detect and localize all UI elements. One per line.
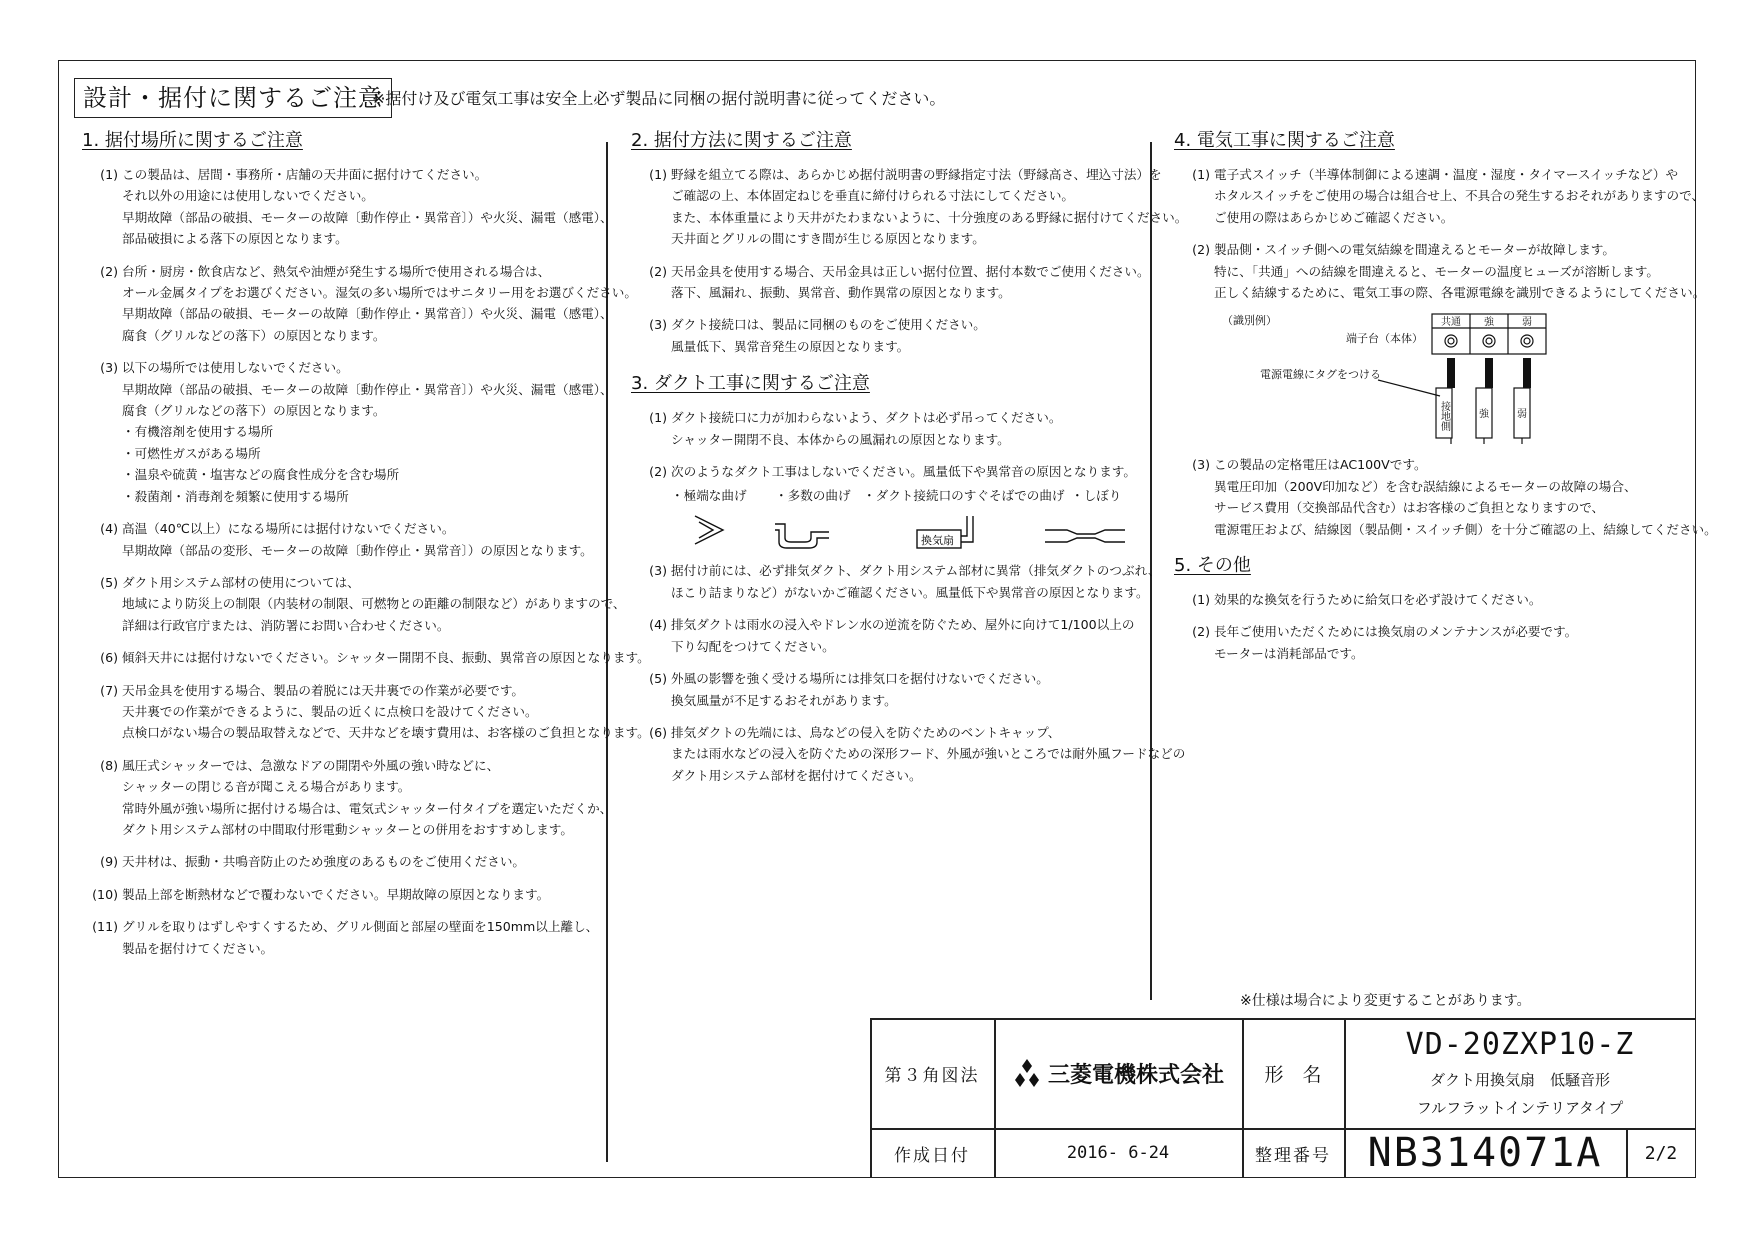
item-number: (5)	[100, 574, 118, 590]
note-item	[1168, 454, 1717, 540]
spec-change-note: ※仕様は場合により変更することがあります。	[1240, 993, 1531, 1009]
item-line: 風量低下、異常音発生の原因となります。	[671, 338, 910, 354]
note-item	[76, 572, 626, 636]
item-line: ・温泉や硫黄・塩害などの腐食性成分を含む場所	[122, 467, 400, 483]
item-line: 天井裏での作業ができるように、製品の近くに点検口を設けてください。	[122, 703, 538, 719]
three-diamonds-logo-icon	[1012, 1059, 1042, 1087]
item-number: (10)	[92, 886, 118, 902]
item-line: ダクト用システム部材を据付けてください。	[671, 767, 922, 783]
item-line: 早期故障（部品の破損、モーターの故障〔動作停止・異常音〕）や火災、漏電（感電）、	[122, 381, 613, 397]
item-line: 効果的な換気を行うために給気口を必ず設けてください。	[1214, 592, 1542, 608]
duct-example-labels	[625, 485, 1145, 504]
item-line: 特に、「共通」への結線を間違えると、モーターの温度ヒューズが溶断します。	[1214, 263, 1659, 279]
item-line: 腐食（グリルなどの落下）の原因となります。	[122, 403, 386, 419]
item-line: 外風の影響を強く受ける場所には排気口を据付けないでください。	[671, 671, 1049, 687]
model-number: VD-20ZXP10-Z	[1405, 1026, 1635, 1062]
duct-label: ・多数の曲げ	[775, 488, 851, 504]
item-line: 製品を据付けてください。	[122, 940, 274, 956]
item-body	[122, 518, 593, 561]
note-item	[76, 164, 613, 250]
note-item	[76, 916, 606, 959]
item-body	[1214, 621, 1577, 664]
item-line: 傾斜天井には据付けないでください。シャッター開閉不良、振動、異常音の原因となります。	[122, 650, 650, 666]
item-body	[1214, 454, 1717, 540]
item-line: 野縁を組立てる際は、あらかじめ据付説明書の野縁指定寸法（野縁高さ、埋込寸法）を	[671, 167, 1162, 182]
item-line: 早期故障（部品の変形、モーターの故障〔動作停止・異常音〕）の原因となります。	[122, 542, 593, 558]
item-line: 長年ご使用いただくためには換気扇のメンテナンスが必要です。	[1214, 624, 1578, 640]
wire-tag-label: 弱	[1517, 409, 1527, 421]
item-body	[671, 614, 1134, 657]
item-line: 製品側・スイッチ側への電気結線を間違えるとモーターが故障します。	[1214, 242, 1615, 258]
note-item	[1168, 164, 1705, 228]
note-item	[76, 261, 637, 347]
note-item	[625, 164, 1188, 250]
item-list	[1168, 589, 1678, 664]
item-line: 常時外風が強い場所に据付ける場合は、電気式シャッター付タイプを選定いただくか、	[122, 800, 613, 816]
item-number: (6)	[649, 724, 667, 740]
item-line: サービス費用（交換部品代含む）はお客様のご負担となりますので、	[1214, 500, 1605, 516]
item-body	[122, 357, 613, 507]
section-heading: 3. ダクト工事に関するご注意	[631, 373, 870, 395]
item-number: (9)	[100, 854, 118, 870]
item-line: ダクト接続口に力が加わらないよう、ダクトは必ず吊ってください。	[671, 410, 1062, 426]
item-line: ほこり詰まりなど）がないかご確認ください。風量低下や異常音の原因となります。	[671, 584, 1149, 600]
duct-label: ・極端な曲げ	[671, 488, 747, 504]
item-body	[671, 164, 1187, 250]
tag-note: 電源電線にタグをつける	[1260, 368, 1381, 382]
sharp-bend-shape	[695, 516, 723, 544]
item-line: シャッターの閉じる音が聞こえる場合があります。	[122, 779, 411, 795]
model-type: フルフラットインテリアタイプ	[1416, 1098, 1624, 1117]
column-installation-location	[76, 124, 650, 970]
item-line: ダクト用システム部材の使用については、	[122, 574, 360, 590]
item-body	[671, 261, 1150, 304]
item-line: 地域により防災上の制限（内装材の制限、可燃物との距離の制限など）がありますので、	[122, 596, 626, 612]
note-item	[625, 722, 1186, 786]
item-body	[122, 916, 598, 959]
company-name: 三菱電機株式会社	[1047, 1062, 1224, 1088]
note-item	[76, 518, 606, 561]
item-line: この製品は、居間・事務所・店舗の天井面に据付けてください。	[122, 167, 488, 182]
model-description: ダクト用換気扇 低騒音形	[1429, 1070, 1610, 1089]
item-body	[122, 680, 650, 744]
creation-date: 2016- 6-24	[1066, 1143, 1170, 1163]
item-body	[122, 755, 612, 841]
item-line: 以下の場所では使用しないでください。	[122, 360, 349, 376]
note-item	[625, 461, 1145, 482]
item-number: (2)	[1192, 242, 1210, 258]
item-line: 天吊金具を使用する場合、製品の着脱には天井裏での作業が必要です。	[122, 682, 524, 698]
projection-method: 第３角図法	[884, 1065, 980, 1086]
item-line: 部品破損による落下の原因となります。	[122, 231, 348, 247]
item-body	[1214, 589, 1541, 610]
item-line: 天井面とグリルの間にすき間が生じる原因となります。	[671, 231, 985, 247]
item-line: 下り勾配をつけてください。	[671, 638, 835, 654]
item-line: ・可燃性ガスがある場所	[122, 445, 261, 461]
item-body	[1214, 239, 1705, 303]
item-body	[671, 722, 1185, 786]
item-number: (6)	[100, 650, 118, 666]
duct-examples-figure	[625, 508, 1145, 554]
item-line: 排気ダクトは雨水の浸入やドレン水の逆流を防ぐため、屋外に向けて1/100以上の	[671, 617, 1135, 633]
note-item	[76, 755, 613, 841]
duct-label: ・しぼり	[1071, 488, 1122, 504]
item-line: 天井材は、振動・共鳴音防止のため強度のあるものをご使用ください。	[122, 854, 525, 870]
note-item	[76, 647, 650, 668]
note-item	[625, 407, 1145, 450]
note-item	[625, 560, 1161, 603]
section-heading: 1. 据付場所に関するご注意	[82, 130, 303, 151]
duct-label: ・ダクト接続口のすぐそばでの曲げ	[863, 488, 1065, 504]
item-line: 電源電圧および、結線図（製品側・スイッチ側）を十分ご確認の上、結線してください。	[1214, 521, 1717, 537]
section-heading: 5. その他	[1174, 555, 1251, 577]
note-item	[1168, 621, 1678, 664]
item-line: 据付け前には、必ず排気ダクト、ダクト用システム部材に異常（排気ダクトのつぶれ、	[671, 563, 1161, 579]
item-list	[1168, 454, 1717, 540]
item-body	[122, 572, 626, 636]
item-body	[122, 164, 613, 250]
item-body	[122, 851, 525, 872]
item-line: 排気ダクトの先端には、鳥などの侵入を防ぐためのベントキャップ、	[671, 724, 1061, 740]
note-item	[625, 668, 1145, 711]
item-number: (3)	[100, 360, 118, 376]
note-item	[625, 261, 1150, 304]
item-line: 次のようなダクト工事はしないでください。風量低下や異常音の原因となります。	[671, 464, 1136, 480]
item-body	[122, 884, 549, 905]
item-number: (7)	[100, 682, 118, 698]
wiring-diagram	[1168, 312, 1678, 444]
item-number: (1)	[100, 167, 118, 182]
item-number: (4)	[100, 521, 118, 537]
item-line: 換気風量が不足するおそれがあります。	[671, 692, 897, 708]
note-item	[76, 680, 650, 744]
item-line: ダクト用システム部材の中間取付形電動シャッターとの併用をおすすめします。	[122, 821, 573, 837]
note-item	[1168, 589, 1678, 610]
item-line: シャッター開閉不良、本体からの風漏れの原因となります。	[671, 431, 1010, 447]
wire-tag-label: 強	[1479, 409, 1489, 421]
item-line: 電子式スイッチ（半導体制御による速調・温度・湿度・タイマースイッチなど）や	[1214, 167, 1679, 182]
item-number: (1)	[649, 167, 667, 182]
item-line: 風圧式シャッターでは、急激なドアの開閉や外風の強い時などに、	[122, 757, 500, 773]
item-list	[625, 560, 1186, 786]
item-line: または雨水などの浸入を防ぐための深形フード、外風が強いところでは耐外風フードなどの	[671, 746, 1186, 762]
item-number: (3)	[649, 317, 667, 333]
example-label: （識別例）	[1222, 314, 1277, 328]
item-line: ホタルスイッチをご使用の場合は組合せ上、不具合の発生するおそれがありますので、	[1214, 188, 1705, 204]
number-label: 整理番号	[1255, 1145, 1331, 1166]
item-body	[671, 668, 1049, 711]
item-number: (4)	[649, 617, 667, 633]
item-line: 高温（40℃以上）になる場所には据付けないでください。	[122, 521, 455, 537]
item-body	[671, 407, 1061, 450]
item-line: 点検口がない場合の製品取替えなどで、天井などを壊す費用は、お客様のご負担となります。	[122, 725, 650, 741]
item-line: それ以外の用途には使用しないでください。	[122, 188, 374, 204]
item-list	[625, 164, 1188, 357]
terminal-col-label: 強	[1484, 317, 1494, 329]
terminal-wiring-diagram	[1168, 312, 1588, 444]
note-item	[1168, 239, 1706, 303]
item-line: 早期故障（部品の破損、モーターの故障〔動作停止・異常音〕）や火災、漏電（感電）、	[122, 209, 613, 225]
terminal-col-label: 共通	[1441, 317, 1461, 329]
item-number: (11)	[92, 919, 118, 935]
item-body	[671, 461, 1136, 482]
note-item	[625, 314, 1145, 357]
wire-tag-label: 接地側	[1438, 401, 1450, 432]
item-body	[671, 560, 1161, 603]
item-list	[76, 164, 650, 959]
item-body	[122, 647, 650, 668]
item-number: (1)	[1192, 167, 1210, 182]
item-line: オール金属タイプをお選びください。湿気の多い場所ではサニタリー用をお選びください。	[122, 285, 637, 301]
fan-label: 換気扇	[921, 534, 954, 548]
item-body	[671, 314, 986, 357]
item-body	[122, 261, 637, 347]
item-line: ご確認の上、本体固定ねじを垂直に締付けられる寸法にしてください。	[671, 188, 1074, 204]
document-number: NB314071A	[1367, 1130, 1603, 1176]
item-line: 早期故障（部品の破損、モーターの故障〔動作停止・異常音〕）や火災、漏電（感電）、	[122, 306, 613, 322]
terminal-label: 端子台（本体）	[1346, 332, 1423, 346]
page-number: 2/2	[1644, 1142, 1678, 1164]
note-item	[625, 614, 1145, 657]
page-title: 設計・据付に関するご注意	[74, 78, 392, 118]
item-line: グリルを取りはずしやすくするため、グリル側面と部屋の壁面を150mm以上離し、	[122, 919, 599, 935]
item-line: 落下、風漏れ、振動、異常音、動作異常の原因となります。	[671, 285, 1011, 301]
item-number: (2)	[100, 263, 118, 279]
item-line: また、本体重量により天井がたわまないように、十分強度のある野縁に据付けてください。	[671, 209, 1188, 225]
section-heading: 2. 据付方法に関するご注意	[631, 130, 852, 151]
note-item	[76, 357, 613, 507]
item-number: (1)	[1192, 592, 1210, 608]
item-line: ダクト接続口は、製品に同梱のものをご使用ください。	[671, 317, 986, 333]
item-number: (5)	[649, 671, 667, 687]
safety-notice: ※据付け及び電気工事は安全上必ず製品に同梱の据付説明書に従ってください。	[372, 89, 946, 108]
item-line: ・殺菌剤・消毒剤を頻繁に使用する場所	[122, 488, 349, 504]
item-body	[1214, 164, 1704, 228]
item-line: モーターは消耗部品です。	[1214, 645, 1364, 661]
item-number: (8)	[100, 757, 118, 773]
item-number: (3)	[649, 563, 667, 579]
item-number: (2)	[1192, 624, 1210, 640]
model-label: 形 名	[1264, 1063, 1322, 1086]
item-list	[1168, 164, 1706, 303]
date-label: 作成日付	[894, 1145, 970, 1166]
item-line: ご使用の際はあらかじめご確認ください。	[1214, 209, 1454, 225]
item-line: 異電圧印加（200V印加など）を含む誤結線によるモーターの故障の場合、	[1214, 478, 1637, 494]
column-electrical	[1168, 124, 1717, 675]
column-installation-method	[625, 124, 1188, 797]
item-line: ・有機溶剤を使用する場所	[122, 424, 274, 440]
title-block	[870, 1018, 1696, 1178]
item-list	[625, 407, 1145, 482]
item-number: (3)	[1192, 457, 1210, 473]
item-line: 天吊金具を使用する場合、天吊金具は正しい据付位置、据付本数でご使用ください。	[671, 263, 1150, 279]
item-line: 腐食（グリルなどの落下）の原因となります。	[122, 327, 386, 343]
item-line: 正しく結線するために、電気工事の際、各電源電線を識別できるようにしてください。	[1214, 285, 1706, 301]
item-number: (1)	[649, 410, 667, 426]
item-line: 台所・厨房・飲食店など、熱気や油煙が発生する場所で使用される場合は、	[122, 263, 551, 279]
item-line: 製品上部を断熱材などで覆わないでください。早期故障の原因となります。	[122, 886, 550, 902]
terminal-col-label: 弱	[1522, 317, 1532, 329]
item-number: (2)	[649, 263, 667, 279]
item-number: (2)	[649, 464, 667, 480]
note-item	[76, 851, 606, 872]
item-line: 詳細は行政官庁または、消防署にお問い合わせください。	[122, 617, 450, 633]
duct-bend-diagrams	[625, 508, 1145, 554]
section-heading: 4. 電気工事に関するご注意	[1174, 130, 1395, 151]
note-item	[76, 884, 606, 905]
item-line: この製品の定格電圧はAC100Vです。	[1214, 457, 1427, 473]
company-logo-block	[994, 1018, 1242, 1128]
